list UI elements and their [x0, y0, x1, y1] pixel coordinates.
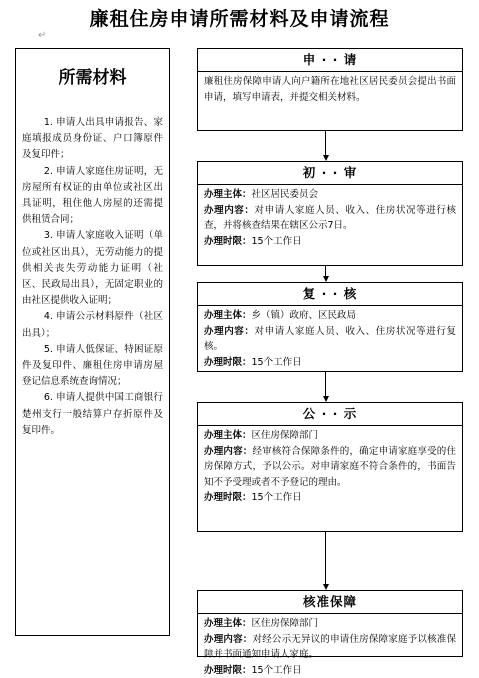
materials-box [15, 48, 170, 636]
content-value: 对经公示无异议的申请住房保障家庭予以核准保障并书面通知申请人家庭。 [204, 633, 456, 660]
paragraph-mark: ↵ [38, 30, 47, 41]
content-label: 办理内容： [204, 204, 255, 216]
content-value: 对申请人家庭人员、收入、住房状况等进行核查，并将核查结果在辖区公示7日。 [204, 204, 456, 231]
materials-list [22, 115, 163, 439]
subject-label: 办理主体： [204, 310, 252, 321]
subject-label: 办理主体： [204, 430, 252, 441]
step-title: 初 · · 审 [198, 162, 462, 185]
time-label: 办理时限： [204, 235, 252, 247]
subject-label: 办理主体： [204, 189, 252, 200]
step-title: 公 · · 示 [198, 403, 462, 426]
step-publicity [197, 402, 463, 532]
materials-heading: 所需材料 [58, 68, 127, 88]
time-label: 办理时限： [204, 492, 252, 503]
time-value: 15个工作日 [251, 235, 302, 247]
subject-value: 社区居民委员会 [251, 189, 319, 200]
step-first-review [197, 161, 463, 266]
time-value: 15个工作日 [251, 356, 302, 368]
step-title: 复 · · 核 [198, 283, 462, 306]
list-item: 4. 申请公示材料原件（社区出具）； [22, 311, 163, 339]
time-value: 15个工作日 [251, 492, 302, 503]
subject-value: 乡（镇）政府、区民政局 [251, 310, 357, 321]
content-label: 办理内容： [204, 325, 255, 337]
content-value: 经审核符合保障条件的，确定申请家庭享受的住房保障方式，予以公示。对申请家庭不符合条件的，书面告知不予受理或者不予登记的理由。 [204, 445, 456, 488]
list-item: 6. 申请人提供中国工商银行楚州支行一般结算户存折原件及复印件。 [22, 392, 163, 436]
time-label: 办理时限： [204, 664, 252, 676]
list-item: 1. 申请人出具申请报告、家庭填报成员身份证、户口簿原件及复印件； [22, 117, 163, 161]
step-recheck [197, 282, 463, 372]
content-label: 办理内容： [204, 445, 253, 457]
list-item: 2. 申请人家庭住房证明，无房屋所有权证的由单位或社区出具证明，租住他人房屋的还需提供租赁合同； [22, 165, 163, 226]
subject-value: 区住房保障部门 [251, 430, 319, 441]
subject-label: 办理主体： [204, 618, 252, 629]
step-title: 申 · · 请 [198, 49, 462, 72]
list-item: 5. 申请人低保证、特困证原件及复印件、廉租住房申请房屋登记信息系统查询情况； [22, 343, 163, 388]
step-title: 核准保障 [198, 591, 462, 614]
time-label: 办理时限： [204, 356, 252, 368]
list-item: 3. 申请人家庭收入证明（单位或社区出具），无劳动能力的提供相关丧失劳动能力证明（社区、民政局出具），无固定职业的由社区提供收入证明； [22, 230, 163, 307]
step-description: 廉租住房保障申请人向户籍所在地社区居民委员会提出书面申请，填写申请表，并提交相关材料。 [204, 76, 456, 103]
step-apply [197, 48, 463, 131]
time-value: 15个工作日 [251, 664, 302, 676]
step-approve [197, 590, 463, 676]
subject-value: 区住房保障部门 [251, 618, 319, 629]
content-label: 办理内容： [204, 633, 253, 645]
content-value: 对申请人家庭人员、收入、住房状况等进行复核。 [204, 325, 456, 352]
document-title: 廉租住房申请所需材料及申请流程 [89, 8, 390, 30]
